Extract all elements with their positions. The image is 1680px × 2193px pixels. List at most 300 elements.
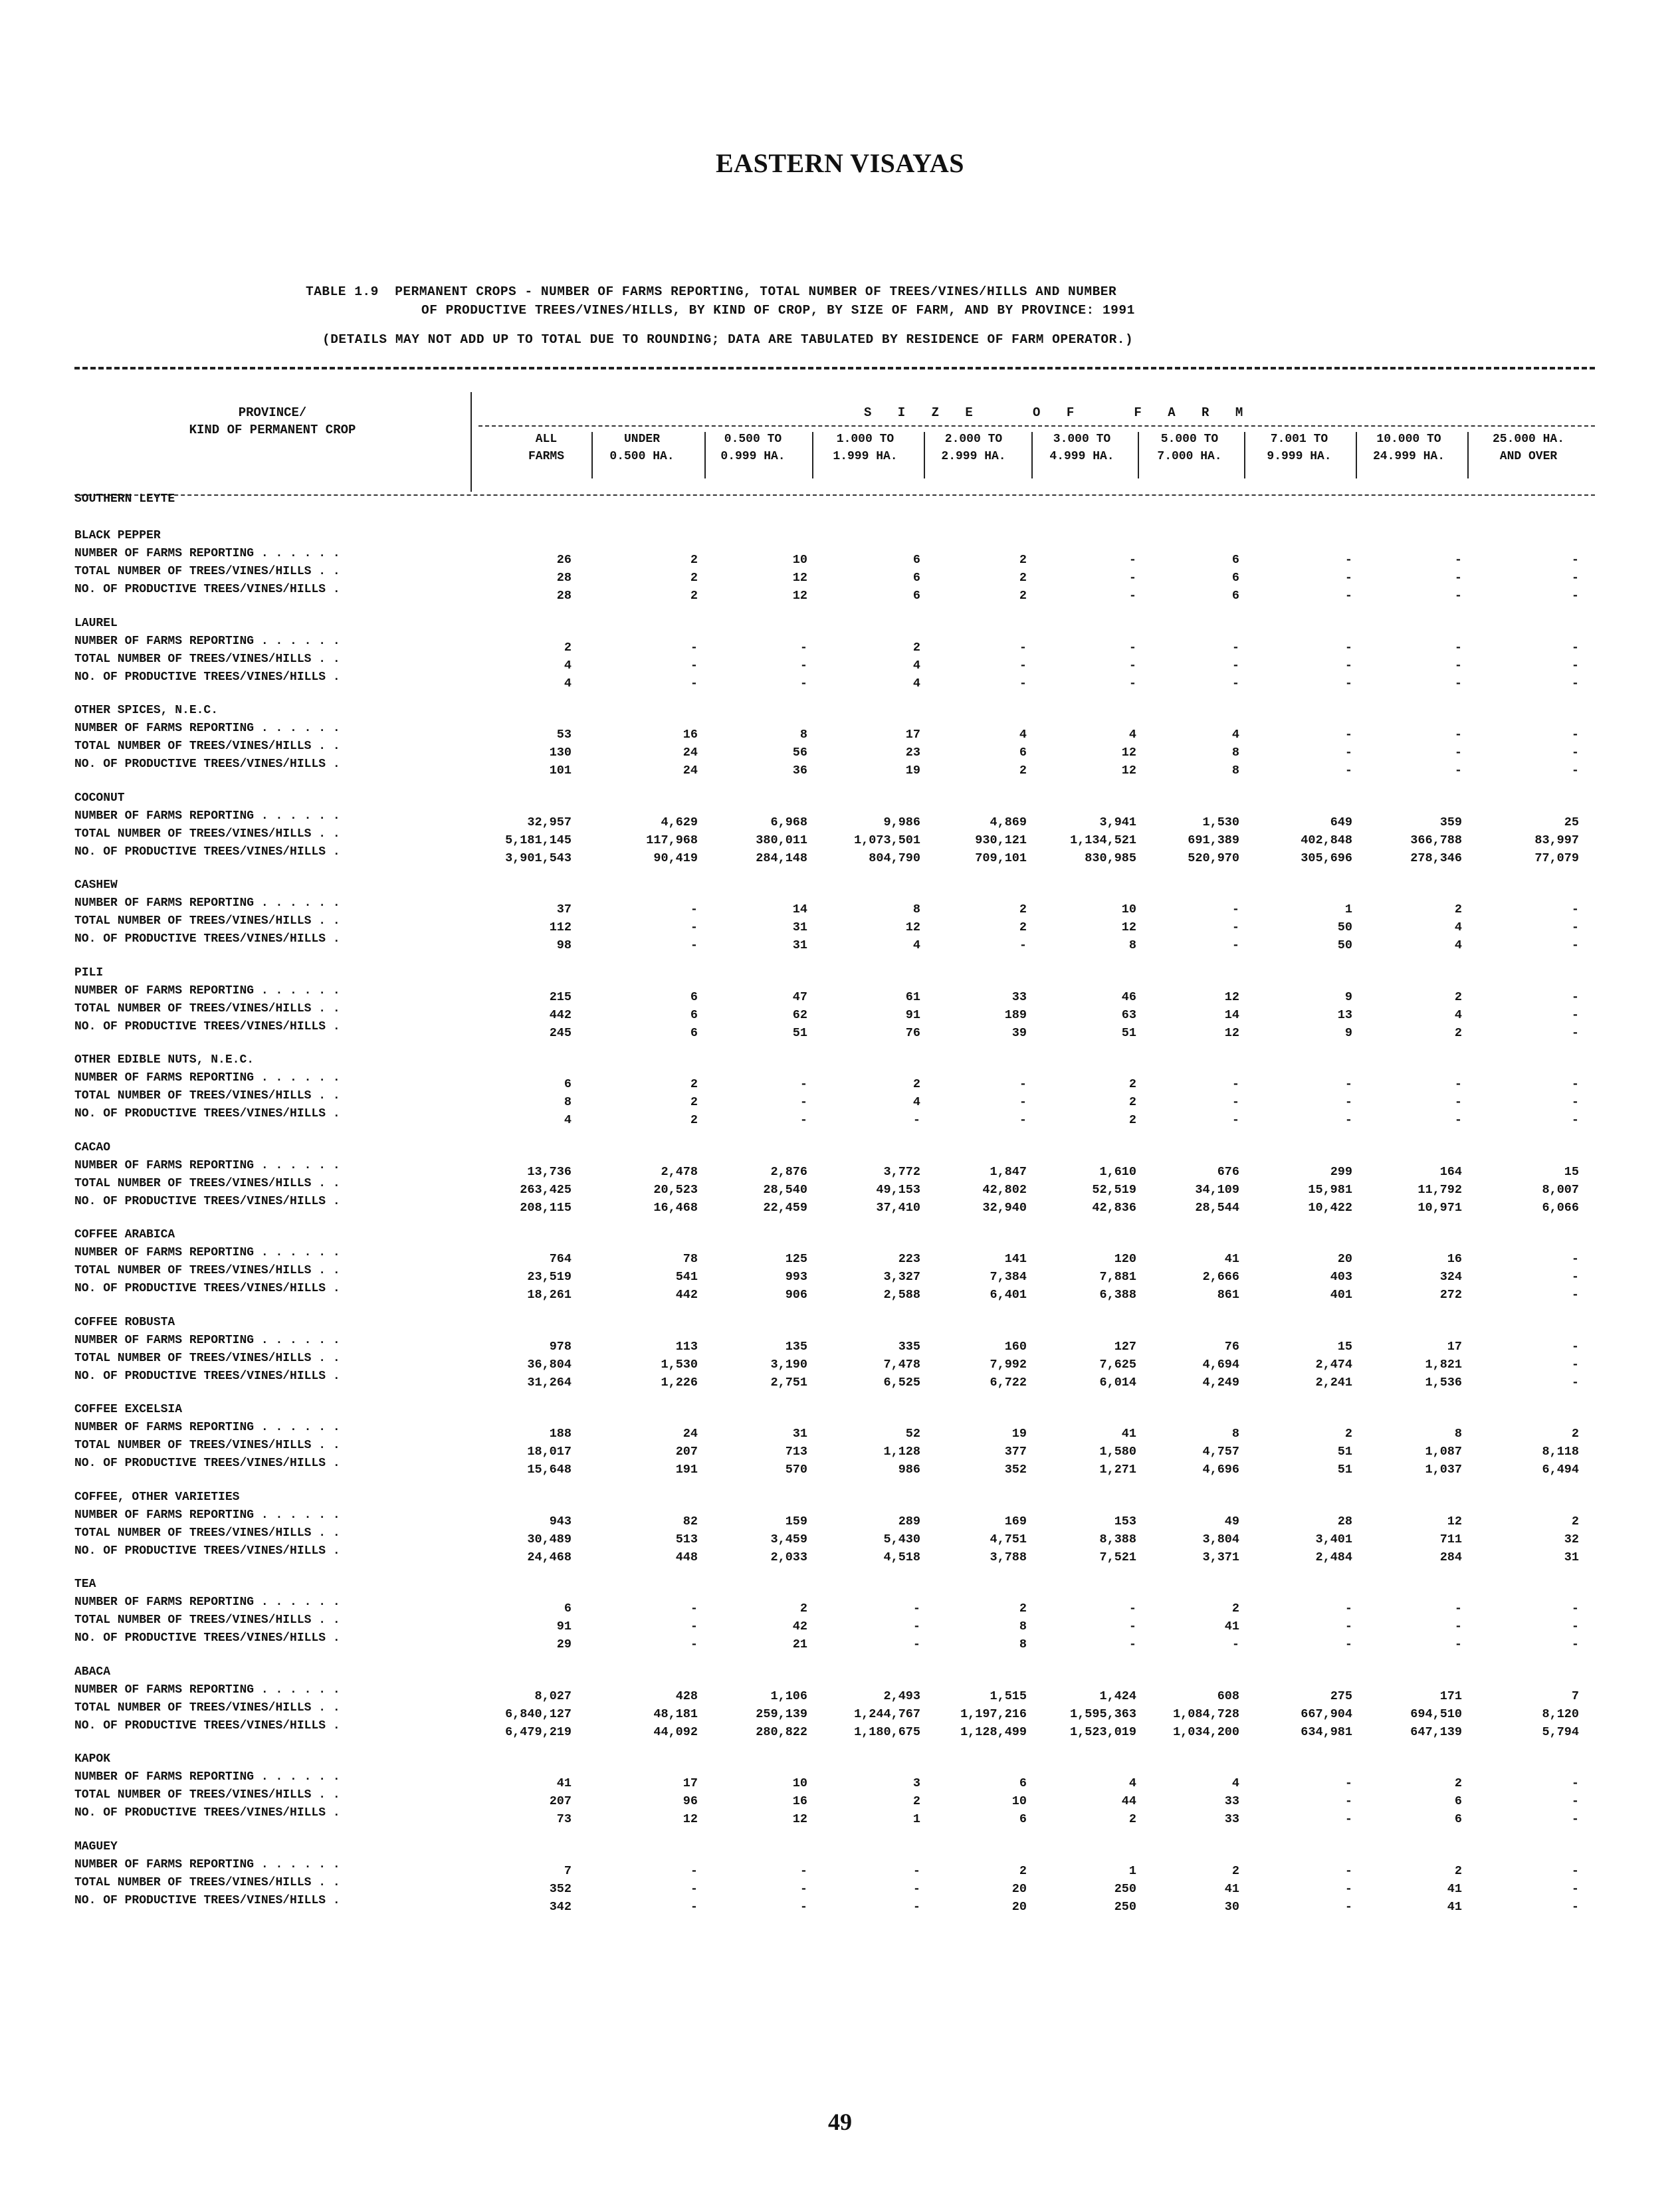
table-cell: -	[1344, 1812, 1352, 1826]
table-cell: 12	[682, 1812, 698, 1826]
column-header	[1136, 431, 1243, 465]
table-cell: 141	[1004, 1252, 1027, 1266]
table-cell: 56	[792, 746, 807, 760]
table-cell: -	[1571, 1776, 1579, 1790]
table-cell: -	[1454, 553, 1462, 567]
table-cell: 8	[1231, 1427, 1239, 1441]
table-cell: 342	[549, 1899, 572, 1914]
table-cell: 1,037	[1425, 1463, 1462, 1477]
crop-name: CACAO	[74, 1140, 111, 1154]
table-cell: 380,011	[756, 833, 807, 847]
table-cell: 17	[1447, 1339, 1462, 1354]
table-cell: 12	[1121, 920, 1136, 934]
table-cell: 2	[690, 571, 698, 585]
row-label: NO. OF PRODUCTIVE TREES/VINES/HILLS .	[74, 1806, 340, 1820]
table-cell: 2	[1019, 1602, 1027, 1616]
table-cell: 24	[682, 764, 698, 778]
row-label: NO. OF PRODUCTIVE TREES/VINES/HILLS .	[74, 758, 340, 771]
table-cell: 8	[1019, 1619, 1027, 1633]
table-cell: 442	[675, 1288, 698, 1302]
table-cell: 3,772	[883, 1164, 920, 1179]
table-cell: 1,128,499	[960, 1724, 1027, 1739]
table-cell: 4	[1454, 1007, 1462, 1022]
table-cell: 14	[792, 902, 807, 916]
table-cell: -	[690, 902, 698, 916]
table-cell: 608	[1217, 1689, 1239, 1703]
table-cell: 33	[1224, 1812, 1239, 1826]
table-cell: -	[1454, 676, 1462, 690]
table-cell: 117,968	[646, 833, 698, 847]
table-cell: -	[1454, 1095, 1462, 1109]
table-cell: 570	[785, 1463, 807, 1477]
table-cell: 402,848	[1301, 833, 1352, 847]
table-cell: 15	[1564, 1164, 1579, 1179]
table-cell: -	[1571, 1113, 1579, 1127]
table-cell: 1,536	[1425, 1375, 1462, 1390]
table-cell: -	[1344, 1095, 1352, 1109]
row-label: NO. OF PRODUCTIVE TREES/VINES/HILLS .	[74, 1719, 340, 1732]
table-cell: 16	[682, 728, 698, 742]
table-cell: 6	[1019, 746, 1027, 760]
row-label: NO. OF PRODUCTIVE TREES/VINES/HILLS .	[74, 1893, 340, 1907]
table-cell: 2,876	[770, 1164, 807, 1179]
table-cell: 359	[1439, 815, 1462, 829]
table-cell: -	[1454, 746, 1462, 760]
table-cell: 2	[912, 1794, 920, 1808]
table-cell: 1,595,363	[1070, 1707, 1136, 1721]
table-cell: 284,148	[756, 851, 807, 865]
table-cell: 26	[556, 553, 572, 567]
table-cell: 15,981	[1308, 1182, 1352, 1197]
header-bottom-rule	[74, 494, 1595, 496]
table-cell: 6	[1231, 553, 1239, 567]
table-cell: 2	[1128, 1812, 1136, 1826]
table-cell: 7,881	[1099, 1270, 1136, 1284]
table-cell: 1	[1128, 1863, 1136, 1878]
table-cell: 861	[1217, 1288, 1239, 1302]
column-header-line1: 7.001 TO	[1270, 433, 1328, 446]
table-cell: 513	[675, 1532, 698, 1546]
column-header	[812, 431, 918, 465]
table-cell: 31	[792, 938, 807, 952]
table-cell: 2	[564, 640, 572, 655]
table-cell: 135	[785, 1339, 807, 1354]
table-cell: 272	[1439, 1288, 1462, 1302]
table-cell: 5,181,145	[505, 833, 572, 847]
table-cell: 10	[1121, 902, 1136, 916]
table-cell: 207	[675, 1445, 698, 1459]
table-cell: 113	[675, 1339, 698, 1354]
crop-name: BLACK PEPPER	[74, 529, 161, 542]
table-cell: 4	[1019, 728, 1027, 742]
column-separator	[1138, 432, 1139, 478]
table-cell: 78	[682, 1252, 698, 1266]
table-cell: -	[1019, 938, 1027, 952]
table-cell: 6	[912, 571, 920, 585]
table-cell: 17	[682, 1776, 698, 1790]
table-cell: 647,139	[1410, 1724, 1462, 1739]
table-cell: -	[1571, 1619, 1579, 1633]
table-cell: 15	[1337, 1339, 1352, 1354]
table-cell: 2	[1019, 589, 1027, 603]
column-separator	[1031, 432, 1033, 478]
table-cell: 19	[1011, 1427, 1027, 1441]
table-cell: -	[1344, 1077, 1352, 1091]
table-cell: 764	[549, 1252, 572, 1266]
table-cell: 25	[1564, 815, 1579, 829]
row-label: NUMBER OF FARMS REPORTING . . . . . .	[74, 809, 340, 823]
table-cell: 3,901,543	[505, 851, 572, 865]
table-cell: 13,736	[527, 1164, 572, 1179]
table-cell: 2	[1454, 990, 1462, 1004]
table-cell: 2	[1128, 1077, 1136, 1091]
table-cell: 10	[792, 553, 807, 567]
table-cell: 6,066	[1542, 1200, 1579, 1215]
table-cell: -	[1231, 938, 1239, 952]
table-cell: 2	[1128, 1113, 1136, 1127]
table-cell: 4	[912, 676, 920, 690]
table-cell: -	[1571, 1288, 1579, 1302]
table-cell: -	[690, 640, 698, 655]
table-cell: -	[1571, 746, 1579, 760]
table-cell: -	[1344, 746, 1352, 760]
row-label: NO. OF PRODUCTIVE TREES/VINES/HILLS .	[74, 1544, 340, 1558]
table-cell: 6	[1454, 1794, 1462, 1808]
table-cell: -	[912, 1863, 920, 1878]
row-label: NO. OF PRODUCTIVE TREES/VINES/HILLS .	[74, 670, 340, 684]
table-cell: -	[1344, 1637, 1352, 1651]
table-cell: 5,794	[1542, 1724, 1579, 1739]
table-cell: 112	[549, 920, 572, 934]
table-cell: 2,241	[1315, 1375, 1352, 1390]
table-cell: 41	[1447, 1899, 1462, 1914]
table-cell: 2	[1019, 553, 1027, 567]
table-cell: 23	[905, 746, 920, 760]
table-cell: -	[1454, 589, 1462, 603]
table-cell: 6	[1231, 571, 1239, 585]
table-cell: -	[1571, 640, 1579, 655]
table-cell: 8	[1231, 746, 1239, 760]
page-number: 49	[828, 2109, 852, 2135]
table-cell: 91	[905, 1007, 920, 1022]
table-cell: 6	[690, 1025, 698, 1040]
row-label: TOTAL NUMBER OF TREES/VINES/HILLS . .	[74, 1526, 340, 1540]
table-cell: 8	[1454, 1427, 1462, 1441]
table-cell: -	[1571, 658, 1579, 673]
table-cell: -	[799, 658, 807, 673]
column-separator	[1467, 432, 1469, 478]
table-cell: -	[1019, 640, 1027, 655]
table-cell: 2	[1454, 1776, 1462, 1790]
table-cell: 403	[1330, 1270, 1352, 1284]
table-cell: 1,106	[770, 1689, 807, 1703]
crop-name: LAUREL	[74, 616, 118, 630]
table-cell: 83,997	[1534, 833, 1579, 847]
table-cell: 634,981	[1301, 1724, 1352, 1739]
table-cell: 4,629	[661, 815, 698, 829]
table-cell: 120	[1114, 1252, 1136, 1266]
table-cell: 20	[1011, 1881, 1027, 1896]
table-cell: 3,459	[770, 1532, 807, 1546]
table-cell: 16	[792, 1794, 807, 1808]
row-label: TOTAL NUMBER OF TREES/VINES/HILLS . .	[74, 740, 340, 753]
table-cell: 6	[690, 1007, 698, 1022]
table-cell: 250	[1114, 1899, 1136, 1914]
table-cell: 8	[912, 902, 920, 916]
row-label: TOTAL NUMBER OF TREES/VINES/HILLS . .	[74, 565, 340, 578]
table-cell: 2	[690, 1095, 698, 1109]
column-header-line2: 0.999 HA.	[720, 450, 786, 463]
table-cell: 12	[1447, 1514, 1462, 1528]
table-cell: 284	[1439, 1550, 1462, 1564]
table-cell: -	[1344, 589, 1352, 603]
table-cell: 2,588	[883, 1288, 920, 1302]
table-cell: 2	[1454, 902, 1462, 916]
table-cell: 6,014	[1099, 1375, 1136, 1390]
table-cell: -	[1571, 920, 1579, 934]
table-cell: 7,992	[990, 1357, 1027, 1372]
table-cell: 2	[690, 1113, 698, 1127]
size-header-rule	[478, 425, 1595, 427]
row-label: TOTAL NUMBER OF TREES/VINES/HILLS . .	[74, 1001, 340, 1015]
row-label: NUMBER OF FARMS REPORTING . . . . . .	[74, 1683, 340, 1697]
table-cell: 10,971	[1418, 1200, 1462, 1215]
table-cell: 1,134,521	[1070, 833, 1136, 847]
table-cell: 8	[799, 728, 807, 742]
table-cell: -	[1344, 640, 1352, 655]
table-cell: 31	[792, 1427, 807, 1441]
table-cell: 6,401	[990, 1288, 1027, 1302]
table-cell: -	[1571, 1794, 1579, 1808]
table-cell: 830,985	[1085, 851, 1136, 865]
table-cell: -	[912, 1602, 920, 1616]
table-cell: 20,523	[653, 1182, 698, 1197]
table-cell: 1,821	[1425, 1357, 1462, 1372]
table-cell: 160	[1004, 1339, 1027, 1354]
table-cell: 993	[785, 1270, 807, 1284]
table-cell: -	[1571, 728, 1579, 742]
table-cell: 16	[1447, 1252, 1462, 1266]
table-cell: 130	[549, 746, 572, 760]
table-cell: 1,580	[1099, 1445, 1136, 1459]
crop-name: COFFEE EXCELSIA	[74, 1403, 183, 1416]
row-label: NO. OF PRODUCTIVE TREES/VINES/HILLS .	[74, 1282, 340, 1295]
table-cell: 98	[556, 938, 572, 952]
table-cell: -	[799, 1863, 807, 1878]
table-cell: -	[1231, 1637, 1239, 1651]
row-label: NUMBER OF FARMS REPORTING . . . . . .	[74, 722, 340, 735]
table-cell: -	[1571, 1375, 1579, 1390]
table-cell: 4,869	[990, 815, 1027, 829]
table-cell: 61	[905, 990, 920, 1004]
table-cell: 41	[1224, 1252, 1239, 1266]
table-cell: 32,957	[527, 815, 572, 829]
table-cell: 3	[912, 1776, 920, 1790]
table-cell: 48,181	[653, 1707, 698, 1721]
table-cell: -	[690, 938, 698, 952]
table-cell: -	[799, 1095, 807, 1109]
table-cell: 6,722	[990, 1375, 1027, 1390]
column-header	[493, 431, 599, 465]
table-cell: -	[1231, 676, 1239, 690]
table-cell: 6	[912, 553, 920, 567]
table-cell: 906	[785, 1288, 807, 1302]
table-cell: 1,610	[1099, 1164, 1136, 1179]
table-cell: 4	[1128, 728, 1136, 742]
table-cell: 18,017	[527, 1445, 572, 1459]
stub-header-line1: PROVINCE/	[238, 405, 307, 420]
table-cell: 12	[905, 920, 920, 934]
table-cell: 305,696	[1301, 851, 1352, 865]
crop-name: PILI	[74, 966, 104, 980]
table-cell: -	[1344, 764, 1352, 778]
table-cell: -	[1454, 728, 1462, 742]
column-header-line2: FARMS	[528, 450, 564, 463]
table-cell: -	[1344, 676, 1352, 690]
table-cell: 4	[1128, 1776, 1136, 1790]
table-cell: -	[1019, 676, 1027, 690]
table-cell: -	[1454, 764, 1462, 778]
table-cell: 3,401	[1315, 1532, 1352, 1546]
table-cell: 76	[905, 1025, 920, 1040]
table-cell: 51	[1121, 1025, 1136, 1040]
table-cell: 32	[1564, 1532, 1579, 1546]
table-cell: 7,625	[1099, 1357, 1136, 1372]
table-cell: 24,468	[527, 1550, 572, 1564]
table-cell: 6,840,127	[505, 1707, 572, 1721]
column-header-line2: 4.999 HA.	[1049, 450, 1114, 463]
stub-header	[133, 404, 412, 439]
table-cell: -	[1571, 1077, 1579, 1091]
table-cell: 676	[1217, 1164, 1239, 1179]
page-title: EASTERN VISAYAS	[716, 148, 964, 178]
table-cell: 16,468	[653, 1200, 698, 1215]
table-cell: 164	[1439, 1164, 1462, 1179]
row-label: NUMBER OF FARMS REPORTING . . . . . .	[74, 1421, 340, 1434]
row-label: NUMBER OF FARMS REPORTING . . . . . .	[74, 1857, 340, 1871]
table-cell: -	[1454, 1619, 1462, 1633]
table-cell: 9,986	[883, 815, 920, 829]
row-label: NUMBER OF FARMS REPORTING . . . . . .	[74, 984, 340, 997]
table-cell: 14	[1224, 1007, 1239, 1022]
table-cell: 943	[549, 1514, 572, 1528]
row-label: TOTAL NUMBER OF TREES/VINES/HILLS . .	[74, 1264, 340, 1277]
table-cell: 31,264	[527, 1375, 572, 1390]
table-cell: -	[1344, 1794, 1352, 1808]
table-cell: 401	[1330, 1288, 1352, 1302]
table-cell: -	[1344, 1776, 1352, 1790]
table-cell: 4	[1231, 1776, 1239, 1790]
table-cell: 8,120	[1542, 1707, 1579, 1721]
table-cell: -	[799, 1113, 807, 1127]
table-cell: 63	[1121, 1007, 1136, 1022]
table-cell: 1,226	[661, 1375, 698, 1390]
table-cell: 7	[564, 1863, 572, 1878]
table-cell: 2	[1019, 764, 1027, 778]
table-cell: 159	[785, 1514, 807, 1528]
table-cell: 259,139	[756, 1707, 807, 1721]
column-separator	[1356, 432, 1357, 478]
column-header	[1246, 431, 1352, 465]
table-cell: 709,101	[975, 851, 1027, 865]
table-cell: 1,034,200	[1173, 1724, 1239, 1739]
table-cell: 22,459	[763, 1200, 807, 1215]
table-cell: 127	[1114, 1339, 1136, 1354]
table-cell: 2	[1019, 1863, 1027, 1878]
table-cell: 1,424	[1099, 1689, 1136, 1703]
table-cell: 4	[564, 1113, 572, 1127]
table-cell: 2	[1019, 920, 1027, 934]
table-cell: 10,422	[1308, 1200, 1352, 1215]
table-cell: 76	[1224, 1339, 1239, 1354]
table-cell: -	[690, 1863, 698, 1878]
table-cell: 2	[1454, 1863, 1462, 1878]
row-label: TOTAL NUMBER OF TREES/VINES/HILLS . .	[74, 1439, 340, 1452]
table-cell: 52,519	[1092, 1182, 1136, 1197]
table-cell: 250	[1114, 1881, 1136, 1896]
table-cell: 428	[675, 1689, 698, 1703]
table-cell: -	[1344, 1602, 1352, 1616]
table-cell: 30,489	[527, 1532, 572, 1546]
row-label: NUMBER OF FARMS REPORTING . . . . . .	[74, 1333, 340, 1347]
row-label: TOTAL NUMBER OF TREES/VINES/HILLS . .	[74, 1614, 340, 1627]
table-cell: 1,271	[1099, 1463, 1136, 1477]
table-cell: -	[690, 1899, 698, 1914]
table-cell: 986	[898, 1463, 920, 1477]
table-cell: 4	[564, 658, 572, 673]
table-cell: 804,790	[869, 851, 920, 865]
table-cell: 7	[1571, 1689, 1579, 1703]
table-cell: 12	[792, 571, 807, 585]
table-cell: 12	[792, 1812, 807, 1826]
column-header-line1: 25.000 HA.	[1492, 433, 1565, 446]
table-cell: 6	[1231, 589, 1239, 603]
table-cell: 10	[792, 1776, 807, 1790]
table-cell: -	[1019, 658, 1027, 673]
column-header-line2: 1.999 HA.	[833, 450, 898, 463]
table-cell: 2	[1454, 1025, 1462, 1040]
table-cell: 36	[792, 764, 807, 778]
table-cell: -	[1571, 1637, 1579, 1651]
table-cell: -	[1344, 1619, 1352, 1633]
table-cell: -	[1344, 1899, 1352, 1914]
crop-name: KAPOK	[74, 1752, 111, 1766]
table-cell: -	[1019, 1095, 1027, 1109]
table-cell: 649	[1330, 815, 1352, 829]
table-cell: 51	[1337, 1445, 1352, 1459]
row-label: NO. OF PRODUCTIVE TREES/VINES/HILLS .	[74, 1369, 340, 1383]
table-cell: -	[912, 1619, 920, 1633]
table-cell: 1,530	[1202, 815, 1239, 829]
table-cell: 49,153	[876, 1182, 920, 1197]
crop-name: COFFEE ROBUSTA	[74, 1315, 175, 1329]
table-cell: -	[1128, 571, 1136, 585]
table-cell: 171	[1439, 1689, 1462, 1703]
table-cell: 4,696	[1202, 1463, 1239, 1477]
table-cell: -	[1571, 938, 1579, 952]
table-cell: -	[1019, 1077, 1027, 1091]
column-header-line2: AND OVER	[1499, 450, 1558, 463]
column-separator	[704, 432, 706, 478]
table-cell: -	[1344, 658, 1352, 673]
table-cell: 2,478	[661, 1164, 698, 1179]
table-cell: 1,244,767	[854, 1707, 920, 1721]
row-label: TOTAL NUMBER OF TREES/VINES/HILLS . .	[74, 1875, 340, 1889]
table-cell: -	[1344, 1113, 1352, 1127]
row-label: TOTAL NUMBER OF TREES/VINES/HILLS . .	[74, 1701, 340, 1715]
row-label: TOTAL NUMBER OF TREES/VINES/HILLS . .	[74, 1351, 340, 1365]
table-cell: -	[1571, 553, 1579, 567]
